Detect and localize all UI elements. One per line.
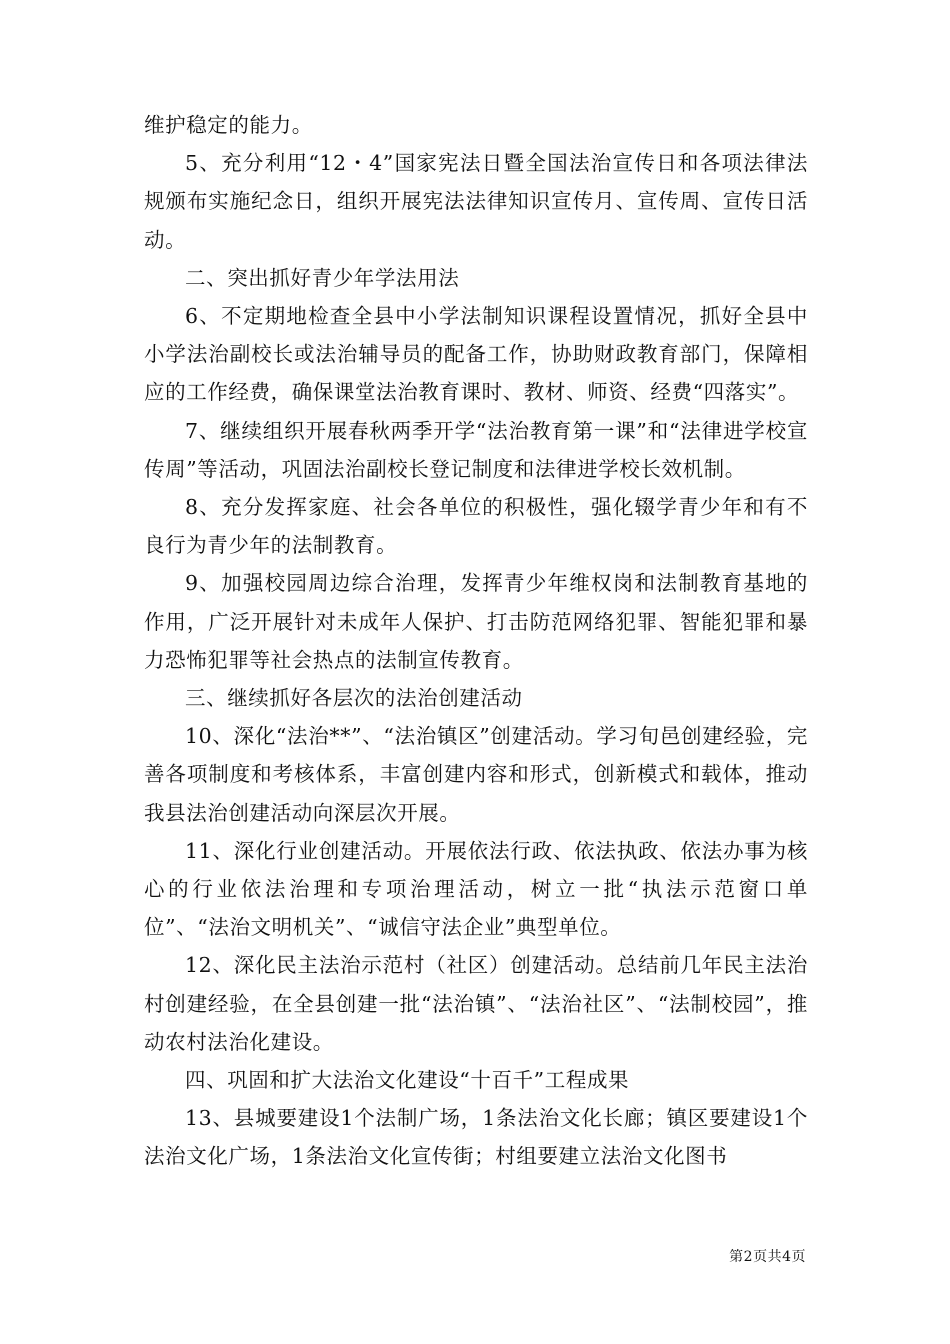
paragraph-item-13: 13、县城要建设1个法制广场，1条法治文化长廊；镇区要建设1个法治文化广场，1条法治文化宣传街；村组要建立法治文化图书: [144, 1106, 808, 1169]
paragraph-item-5: 5、充分利用“12・4”国家宪法日暨全国法治宣传日和各项法律法规颁布实施纪念日，组织开展宪法法律知识宣传月、宣传周、宣传日活动。: [144, 151, 808, 252]
section-heading-4: 四、巩固和扩大法治文化建设“十百千”工程成果: [185, 1068, 630, 1093]
paragraph-item-11: 11、深化行业创建活动。开展依法行政、依法执政、依法办事为核心的行业依法治理和专项治理活动，树立一批“执法示范窗口单位”、“法治文明机关”、“诚信守法企业”典型单位。: [144, 838, 808, 940]
paragraph-item-12: 12、深化民主法治示范村（社区）创建活动。总结前几年民主法治村创建经验，在全县创建一批“法治镇”、“法治社区”、“法制校园”，推动农村法治化建设。: [144, 953, 808, 1054]
paragraph-item-10: 10、深化“法治**”、“法治镇区”创建活动。学习旬邑创建经验，完善各项制度和考核体系，丰富创建内容和形式，创新模式和载体，推动我县法治创建活动向深层次开展。: [144, 724, 808, 825]
paragraph-item-7: 7、继续组织开展春秋两季开学“法治教育第一课”和“法律进学校宣传周”等活动，巩固法治副校长登记制度和法律进学校长效机制。: [144, 418, 808, 481]
paragraph-item-6: 6、不定期地检查全县中小学法制知识课程设置情况，抓好全县中小学法治副校长或法治辅导员的配备工作，协助财政教育部门，保障相应的工作经费，确保课堂法治教育课时、教材、师资、经费“四落实”。: [144, 304, 808, 405]
paragraph-continuation: 维护稳定的能力。: [144, 113, 313, 137]
page-number: 第2页共4页: [729, 1249, 806, 1265]
section-heading-3: 三、继续抓好各层次的法治创建活动: [185, 686, 523, 711]
paragraph-item-8: 8、充分发挥家庭、社会各单位的积极性，强化辍学青少年和有不良行为青少年的法制教育。: [144, 495, 808, 558]
document-body: [144, 106, 808, 1176]
paragraph-item-9: 9、加强校园周边综合治理，发挥青少年维权岗和法制教育基地的作用，广泛开展针对未成年人保护、打击防范网络犯罪、智能犯罪和暴力恐怖犯罪等社会热点的法制宣传教育。: [144, 571, 808, 672]
section-heading-2: 二、突出抓好青少年学法用法: [185, 265, 460, 290]
